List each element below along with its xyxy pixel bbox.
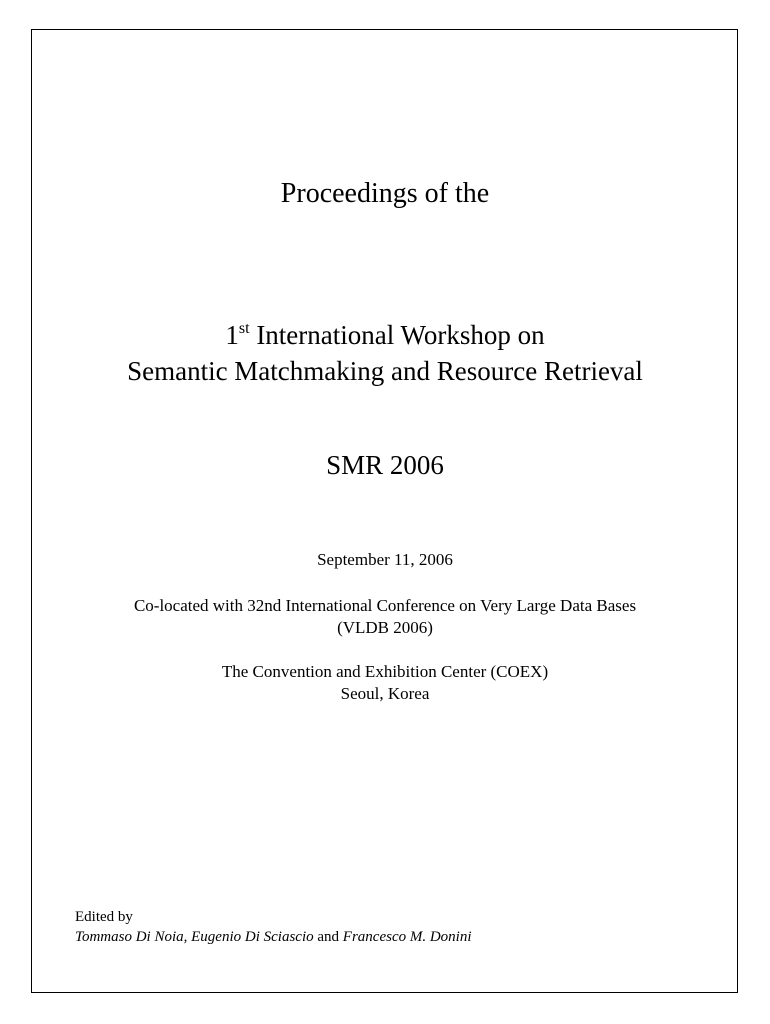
ordinal-suffix: st [238,320,250,337]
editor-name: Eugenio Di Sciascio [191,929,314,945]
colocation-line-1: Co-located with 32nd International Conference on Very Large Data Bases [133,596,637,615]
workshop-title-line-1-rest: International Workshop on [249,320,545,350]
workshop-acronym: SMR 2006 [326,450,444,480]
workshop-date: September 11, 2006 [317,550,453,569]
editor-name: Tommaso Di Noia [75,929,184,945]
editors-list [75,929,472,946]
editor-separator: and [313,929,343,945]
venue-line-1: The Convention and Exhibition Center (COEX) [221,662,549,681]
ordinal-number: 1 [225,320,239,350]
editor-separator: , [183,929,192,945]
page-border [31,29,738,993]
workshop-title-line-1 [0,320,770,351]
workshop-title-line-2: Semantic Matchmaking and Resource Retrieval [127,356,643,386]
colocation-line-2: (VLDB 2006) [337,618,433,637]
editor-name: Francesco M. Donini [342,929,472,945]
edited-by-label: Edited by [75,909,133,925]
proceedings-heading: Proceedings of the [280,178,490,209]
venue-line-2: Seoul, Korea [340,684,430,703]
